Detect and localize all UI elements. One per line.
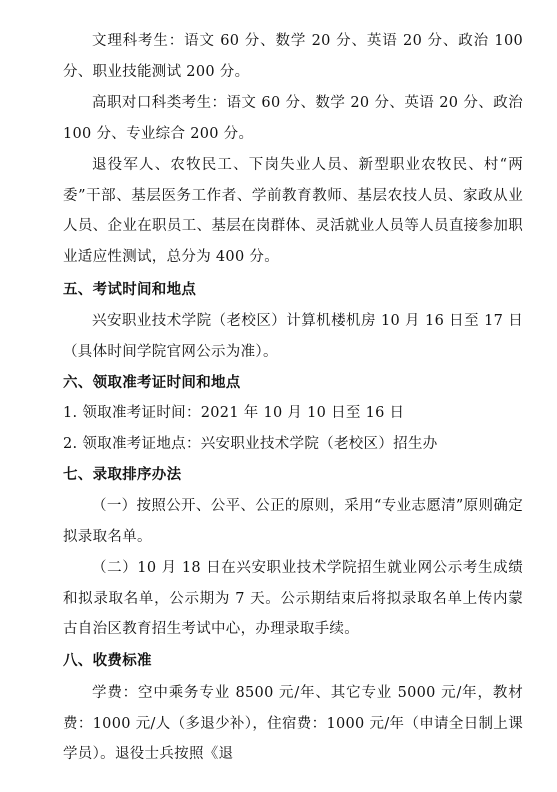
list-item-ticket-time: 1. 领取准考证时间：2021 年 10 月 10 日至 16 日: [63, 405, 405, 421]
paragraph-special-groups: 退役军人、农牧民工、下岗失业人员、新型职业农牧民、村“两委”干部、基层医务工作者、学前教育教师、基层农技人员、家政从业人员、企业在职员工、基层在岗群体、灵活就业人员等人员直接参加职业适应性测试，总分为 400 分。: [63, 157, 523, 265]
paragraph-exam-time-place: 兴安职业技术学院（老校区）计算机楼机房 10 月 16 日至 17 日（具体时间学院官网公示为准）。: [63, 313, 523, 360]
section-heading-admission-ticket: 六、领取准考证时间和地点: [63, 374, 241, 391]
paragraph-arts-science-scores: 文理科考生：语文 60 分、数学 20 分、英语 20 分、政治 100 分、职业技能测试 200 分。: [63, 33, 523, 80]
paragraph-vocational-scores: 高职对口科类考生：语文 60 分、数学 20 分、英语 20 分、政治 100 分、专业综合 200 分。: [63, 95, 523, 142]
list-item-ticket-place: 2. 领取准考证地点：兴安职业技术学院（老校区）招生办: [63, 436, 438, 452]
section-heading-fees: 八、收费标准: [63, 652, 152, 669]
section-heading-admission-ranking: 七、录取排序办法: [63, 466, 182, 483]
paragraph-ranking-publicity: （二）10 月 18 日在兴安职业技术学院招生就业网公示考生成绩和拟录取名单，公示期为 7 天。公示期结束后将拟录取名单上传内蒙古自治区教育招生考试中心，办理录取手续。: [63, 560, 523, 637]
paragraph-ranking-principle: （一）按照公开、公平、公正的原则，采用“专业志愿清”原则确定拟录取名单。: [63, 498, 523, 545]
section-heading-exam-time-place: 五、考试时间和地点: [63, 281, 197, 298]
paragraph-fee-details: 学费：空中乘务专业 8500 元/年、其它专业 5000 元/年，教材费：1000 元/人（多退少补），住宿费：1000 元/年（申请全日制上课学员）。退役士兵按照《退: [63, 685, 523, 762]
